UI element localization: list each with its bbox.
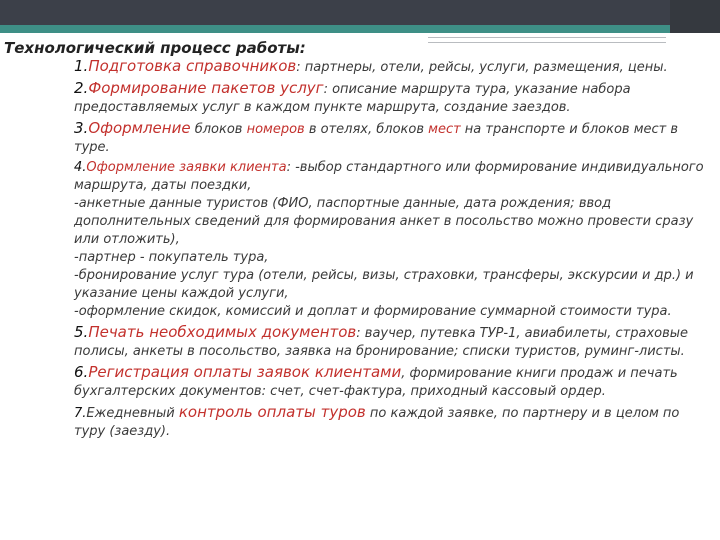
item-3-text-c: на транспорте и блоков мест в туре. bbox=[74, 122, 679, 155]
item-7-heading: контроль оплаты туров bbox=[178, 403, 366, 421]
item-1-number: 1. bbox=[74, 57, 89, 75]
item-6-text: , формирование книги продаж и печать бухгалтерских документов: счет, счет-фактура, приходный кассовый ордер. bbox=[74, 366, 678, 399]
item-2-heading: Формирование пакетов услуг bbox=[88, 79, 324, 97]
item-1 bbox=[74, 57, 714, 77]
item-1-heading: Подготовка справочников bbox=[88, 57, 297, 75]
item-3-highlight-rooms: номеров bbox=[246, 122, 305, 137]
item-6-heading: Регистрация оплаты заявок клиентами bbox=[88, 363, 402, 381]
item-7-text: по каждой заявке, по партнеру и в целом по туру (заезду). bbox=[74, 406, 680, 439]
item-5-text: : ваучер, путевка ТУР-1, авиабилеты, страховые полисы, анкеты в посольство, заявка на бронирование; списки туристов, руминг-листы. bbox=[74, 326, 689, 359]
item-3-number: 3. bbox=[74, 119, 89, 137]
item-3 bbox=[74, 119, 714, 157]
item-7 bbox=[74, 403, 714, 441]
item-4-heading: Оформление заявки клиента bbox=[86, 160, 287, 175]
item-4-line: -бронирование услуг тура (отели, рейсы, визы, страховки, трансферы, экскурсии и др.) и указание цены каждой услуги, bbox=[74, 268, 694, 301]
item-4-line: -партнер - покупатель тура, bbox=[74, 250, 269, 265]
item-5-heading: Печать необходимых документов bbox=[88, 323, 357, 341]
item-4 bbox=[74, 159, 714, 195]
item-4-line: -анкетные данные туристов (ФИО, паспортные данные, дата рождения; ввод дополнительных сведений для формирования анкет в посольство можно провести сразу или отложить), bbox=[74, 196, 694, 247]
item-1-text: : партнеры, отели, рейсы, услуги, размещения, цены. bbox=[296, 60, 668, 75]
item-3-heading: Оформление bbox=[88, 119, 191, 137]
item-5 bbox=[74, 323, 714, 361]
item-3-highlight-seats: мест bbox=[428, 122, 461, 137]
item-2-number: 2. bbox=[74, 79, 89, 97]
item-4-text: : -выбор стандартного или формирование индивидуального маршрута, даты поездки, bbox=[74, 160, 704, 193]
item-4-line: -оформление скидок, комиссий и доплат и формирование суммарной стоимости тура. bbox=[74, 304, 672, 319]
slide-title: Технологический процесс работы: bbox=[4, 39, 306, 57]
item-3-text-a: блоков bbox=[190, 122, 247, 137]
item-2 bbox=[74, 79, 714, 117]
item-2-text: : описание маршрута тура, указание набора предоставляемых услуг в каждом пункте маршрута, создание заездов. bbox=[74, 82, 631, 115]
corner-decoration bbox=[670, 0, 720, 33]
top-bar bbox=[0, 0, 720, 25]
item-6-number: 6. bbox=[74, 363, 89, 381]
item-6 bbox=[74, 363, 714, 401]
item-7-number: 7. bbox=[74, 406, 87, 421]
item-4-number: 4. bbox=[74, 160, 87, 175]
item-7-prefix: Ежедневный bbox=[86, 406, 179, 421]
item-5-number: 5. bbox=[74, 323, 89, 341]
top-accent-bar bbox=[0, 25, 720, 33]
item-3-text-b: в отелях, блоков bbox=[304, 122, 429, 137]
slide-content bbox=[74, 57, 714, 441]
decorative-lines bbox=[428, 37, 666, 47]
